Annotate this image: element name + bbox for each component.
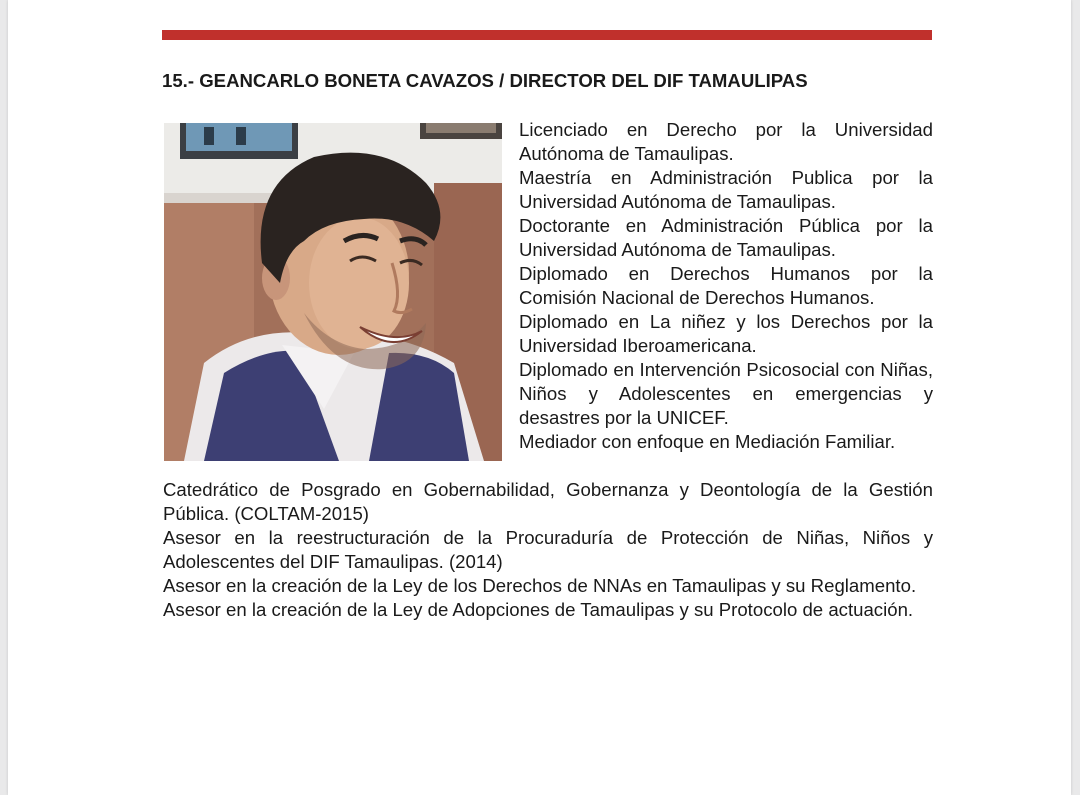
experience-paragraph: Asesor en la reestructuración de la Procuraduría de Protección de Niñas, Niños y Adolescentes del DIF Tamaulipas. (2014) — [163, 527, 933, 572]
document-page — [8, 0, 1071, 795]
portrait-photo — [164, 123, 502, 461]
experience-paragraph: Asesor en la creación de la Ley de los Derechos de NNAs en Tamaulipas y su Reglamento. — [163, 575, 917, 596]
credential-paragraph: Maestría en Administración Publica por la Universidad Autónoma de Tamaulipas. — [519, 167, 933, 212]
experience-paragraph: Catedrático de Posgrado en Gobernabilidad, Gobernanza y Deontología de la Gestión Pública. (COLTAM-2015) — [163, 479, 933, 524]
portrait-illustration — [164, 123, 502, 461]
credentials-side-column — [519, 118, 933, 454]
credential-paragraph: Doctorante en Administración Pública por la Universidad Autónoma de Tamaulipas. — [519, 215, 933, 260]
credential-paragraph: Diplomado en Intervención Psicosocial con Niñas, Niños y Adolescentes en emergencias y desastres por la UNICEF. — [519, 359, 933, 428]
credential-paragraph: Licenciado en Derecho por la Universidad Autónoma de Tamaulipas. — [519, 119, 933, 164]
credential-paragraph: Diplomado en La niñez y los Derechos por la Universidad Iberoamericana. — [519, 311, 933, 356]
header-red-rule — [162, 30, 932, 40]
experience-paragraph: Asesor en la creación de la Ley de Adopciones de Tamaulipas y su Protocolo de actuación. — [163, 599, 914, 620]
credentials-full-width — [163, 478, 933, 622]
credential-paragraph: Mediador con enfoque en Mediación Familiar. — [519, 431, 896, 452]
credential-paragraph: Diplomado en Derechos Humanos por la Comisión Nacional de Derechos Humanos. — [519, 263, 933, 308]
section-heading: 15.- GEANCARLO BONETA CAVAZOS / DIRECTOR DEL DIF TAMAULIPAS — [162, 70, 808, 91]
